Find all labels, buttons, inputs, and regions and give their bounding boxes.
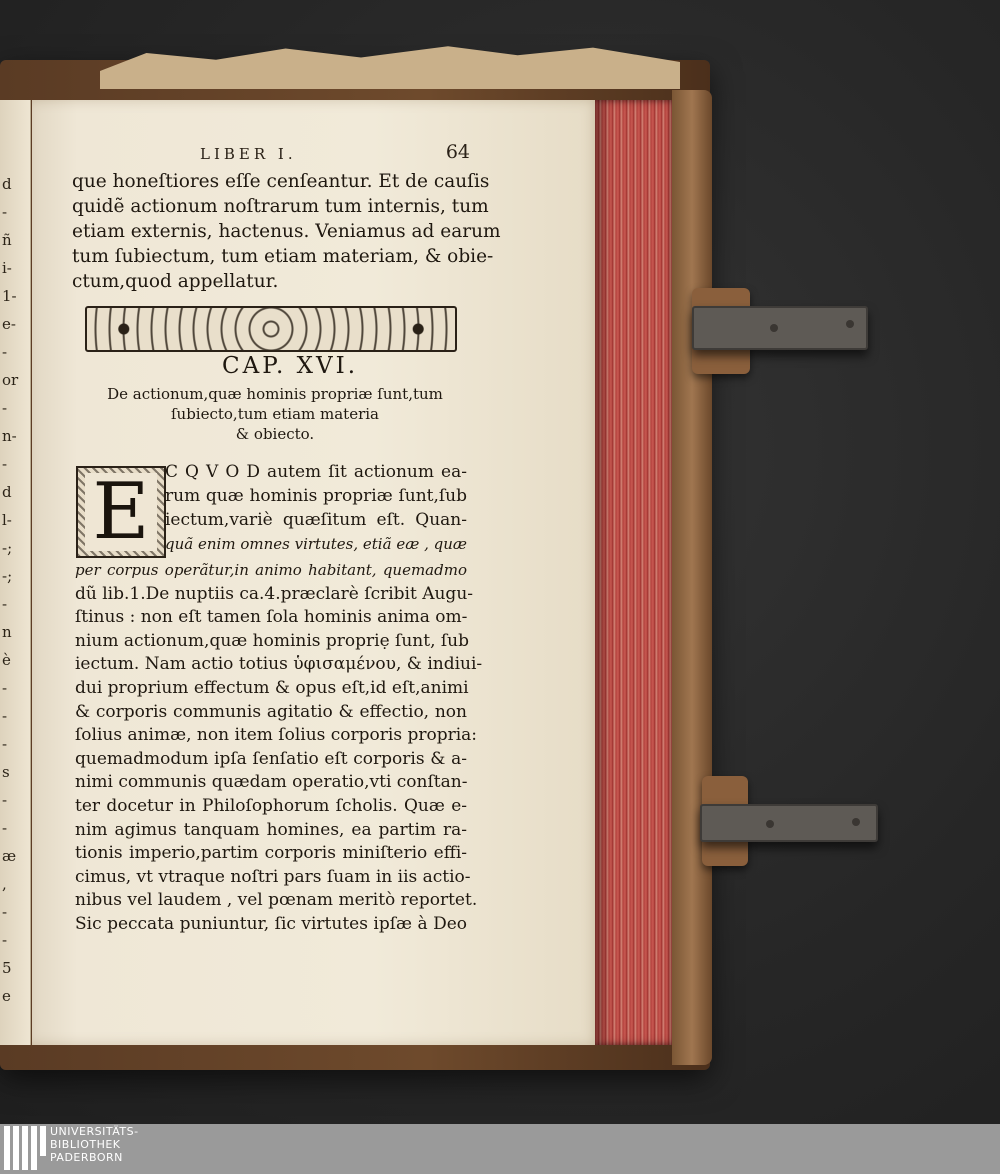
text-line: tionis imperio,partim corporis miniſterio effi- (75, 843, 467, 864)
text-line: nibus vel laudem , vel pœnam meritò reportet. (75, 890, 478, 911)
running-head-title: LIBER I. (200, 145, 297, 163)
text-line: ter docetur in Philoſophorum ſcholis. Quæ e- (75, 796, 467, 816)
left-page-edge-letter: e- (2, 315, 16, 333)
text-line: C Q V O D autem ſit actionum ea- (165, 462, 467, 482)
left-page-edge-letter: ñ (2, 231, 12, 249)
left-page-edge-letter: æ (2, 847, 17, 865)
ornamental-headpiece (85, 306, 457, 352)
library-name-line: PADERBORN (50, 1151, 123, 1164)
library-name (50, 1125, 139, 1164)
left-page-edge-letter: s (2, 763, 10, 781)
left-page-edge-letter: d (2, 483, 12, 501)
text-line: & corporis communis agitatio & effectio, non (75, 701, 467, 722)
lower-clasp (700, 804, 878, 842)
left-page-edge-letter: -; (2, 539, 13, 557)
text-line: nim agimus tanquam homines, ea partim ra- (75, 819, 467, 840)
left-page-edge-letter: - (2, 203, 8, 221)
upper-clasp (692, 306, 868, 350)
left-page-edge-letter: - (2, 707, 8, 725)
initial-letter: E (85, 473, 158, 551)
torn-flyleaf (100, 44, 680, 89)
running-head (200, 141, 470, 163)
library-footer (0, 1124, 1000, 1174)
page-edges (595, 100, 675, 1045)
text-line: quemadmodum ipſa ſenſatio eſt corporis & a- (75, 748, 467, 769)
page-number: 64 (445, 141, 470, 163)
chapter-subtitle-line: & obiecto. (235, 425, 315, 443)
text-line: dui proprium effectum & opus eſt,id eſt,animi (75, 678, 469, 698)
text-line: iectum. Nam actio totius ὑφισαμένου, & indiui- (75, 654, 483, 675)
library-name-line: UNIVERSITÄTS- (50, 1125, 139, 1138)
left-page-edge-letter: 5 (2, 959, 12, 977)
text-line: quã enim omnes virtutes, etiã eæ , quæ (165, 535, 467, 553)
text-line: nium actionum,quæ hominis propriẹ ſunt, ſub (75, 630, 470, 651)
text-line: etiam externis, hactenus. Veniamus ad earum (72, 221, 501, 242)
text-line: rum quæ hominis propriæ ſunt,ſub (165, 486, 467, 506)
left-page-edge-letter: -; (2, 567, 13, 585)
left-page-edge-letter: l- (2, 511, 12, 529)
left-page-edge-letter: n (2, 623, 12, 641)
left-page-edge-letter: - (2, 455, 8, 473)
text-line: ſolius animæ, non item ſolius corporis propria: (75, 725, 478, 746)
left-page-edge-letter: - (2, 679, 8, 697)
left-page-edge-letter: , (2, 875, 7, 893)
text-line: tum ſubiectum, tum etiam materiam, & obie- (72, 246, 494, 267)
left-page-edge-letter: - (2, 819, 8, 837)
left-page-edge-letter: d (2, 175, 12, 193)
left-page-edge-letter: or (2, 371, 19, 389)
left-page-edge-letter: è (2, 651, 11, 669)
cover-fore-edge (672, 90, 712, 1065)
left-page-edge-letter: n- (2, 427, 17, 445)
text-line: nimi communis quædam operatio,vti conſtan- (75, 772, 468, 793)
chapter-subtitle-line: De actionum,quæ hominis propriæ ſunt,tum (107, 385, 443, 403)
left-page-edge-letter: - (2, 903, 8, 921)
left-page-edge-letter: - (2, 595, 8, 613)
text-line: ctum,quod appellatur. (72, 271, 279, 292)
left-page-edge-letter: - (2, 931, 8, 949)
left-page-edge-letter: i- (2, 259, 12, 277)
text-line: dũ lib.1.De nuptiis ca.4.præclarè ſcribit Augu- (75, 583, 474, 604)
chapter-subtitle-line: ſubiecto,tum etiam materia (170, 405, 379, 423)
left-page-edge-letter: 1- (2, 287, 17, 305)
text-line: iectum,variè quæſitum eſt. Quan- (165, 510, 467, 530)
left-page-edge-letter: e (2, 987, 11, 1005)
left-page-edge-letter: - (2, 791, 8, 809)
library-name-line: BIBLIOTHEK (50, 1138, 121, 1151)
left-page-edge-letter: - (2, 343, 8, 361)
chapter-title: CAP. XVI. (221, 353, 359, 379)
text-line: que honeſtiores eſſe cenſeantur. Et de cauſis (72, 171, 490, 192)
left-page-edge (0, 100, 31, 1045)
text-line: per corpus operãtur,in animo habitant, quemadmo (75, 561, 467, 579)
text-line: quidẽ actionum noſtrarum tum internis, tum (72, 196, 489, 217)
left-page-edge-letter: - (2, 735, 8, 753)
text-line: ſtinus : non eſt tamen ſola hominis anima om- (75, 607, 468, 628)
text-line: Sic peccata puniuntur, ſic virtutes ipſæ à Deo (75, 914, 467, 934)
decorated-initial (76, 466, 166, 558)
text-line: cimus, vt vtraque noſtri pars ſuam in iis actio- (75, 866, 471, 887)
left-page-edge-letter: - (2, 399, 8, 417)
library-logo-icon (2, 1126, 46, 1170)
